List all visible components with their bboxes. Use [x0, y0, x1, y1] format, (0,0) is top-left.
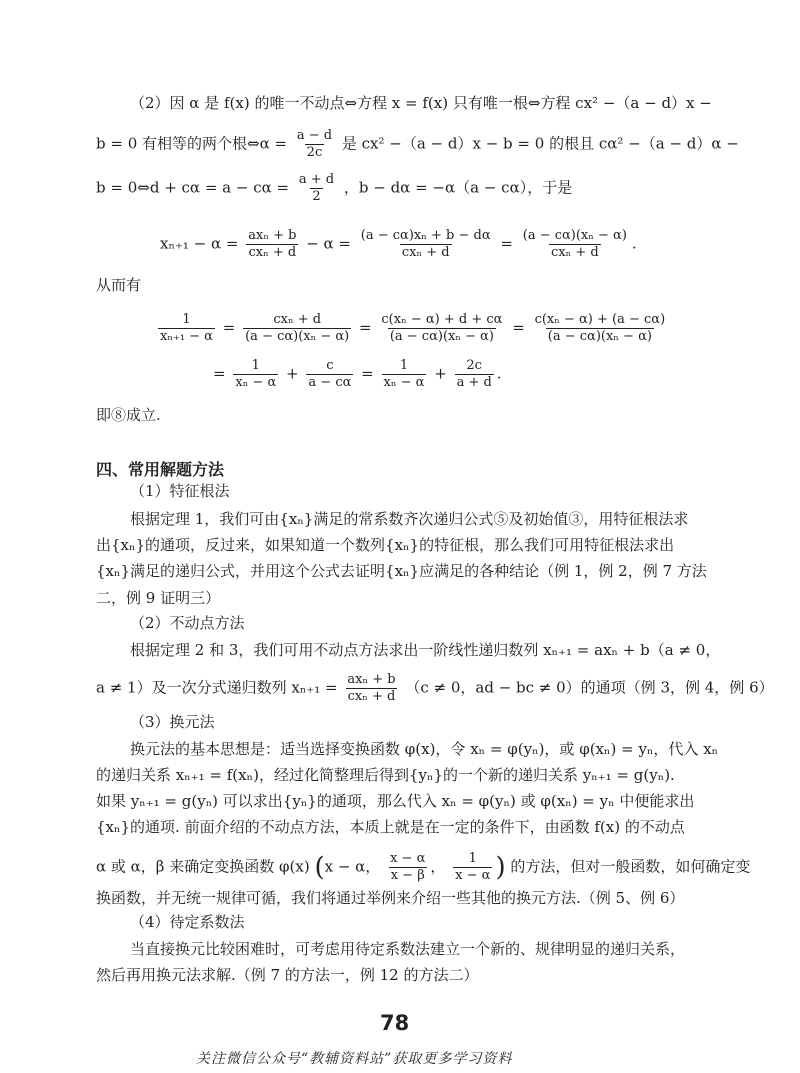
method3-line6: 换函数，并无统一规律可循，我们将通过举例来介绍一些其他的换元方法.（例 5、例 6） — [96, 889, 685, 907]
conclusion-text: 即⑧成立. — [96, 406, 161, 424]
method4-line1: 当直接换元比较困难时，可考虑用待定系数法建立一个新的、规律明显的递归关系， — [130, 940, 686, 958]
method1-line2: 出{xₙ}的通项，反过来，如果知道一个数列{xₙ}的特征根，那么我们可用特征根法求出 — [96, 536, 675, 554]
half-sum-fraction: $\frac{a + d}{2}$ — [298, 172, 335, 204]
method4-line2: 然后再用换元法求解.（例 7 的方法一，例 12 的方法二） — [96, 966, 479, 984]
para2-line2-text-b: 是 cx² −（a − d）x − b = 0 的根且 cα² −（a − d）α − — [341, 134, 739, 153]
method2-line2: a ≠ 1）及一次分式递归数列 xₙ₊₁ = $\frac{\text{axₙ + b}}{\text{cxₙ + d}}$ （c ≠ 0，ad − bc ≠ 0）的通项（例 3，例 4，例 6） — [96, 672, 774, 704]
section-heading: 四、常用解题方法 — [96, 460, 225, 479]
footer-watermark: 关注微信公众号“教辅资料站”获取更多学习资料 — [196, 1051, 513, 1067]
method3-title: （3）换元法 — [130, 713, 215, 731]
equation-2-line1: $\frac{1}{\text{xₙ₊₁ − α}}$ = $\frac{\text{cxₙ + d}}{\text{(a − cα)(xₙ − α)}}$ = $\frac{\text{c(xₙ − α) + d + cα}}{\text{(a − cα)(xₙ − α)}}$ = $\frac{\text{c(xₙ − α) + (a − cα)}}{\text{(a − cα)(xₙ − α)}}$ — [160, 312, 666, 344]
para2-line2 — [96, 128, 739, 161]
method3-line5: α 或 α，β 来确定变换函数 φ(x) (x − α， $\frac{x - \alpha}{x - \beta}$ ， $\frac{1}{x - \alpha}$ ) 的方法，但对一般函数，如何确定变 — [96, 851, 751, 883]
method1-title: （1）特征根法 — [130, 482, 230, 500]
para2-line3-text-b: ，b − dα = −α（a − cα），于是 — [343, 178, 573, 197]
para2-line2-text: b = 0 有相等的两个根⇔α = — [96, 134, 288, 153]
equation-2-line2: = $\frac{1}{\text{xₙ − α}}$ + $\frac{c}{a - c\alpha}$ = $\frac{1}{\text{xₙ − α}}$ + $\frac{2c}{a + d}$ . — [213, 358, 502, 390]
method3-line3: 如果 yₙ₊₁ = g(yₙ) 可以求出{yₙ}的通项，那么代入 xₙ = φ(yₙ) 或 φ(xₙ) = yₙ 中便能求出 — [96, 792, 695, 810]
method1-line1: 根据定理 1，我们可由{xₙ}满足的常系数齐次递归公式⑤及初始值③，用特征根法求 — [130, 510, 689, 528]
page-number: 78 — [380, 1011, 410, 1035]
method2-line1: 根据定理 2 和 3，我们可用不动点方法求出一阶线性递归数列 xₙ₊₁ = axₙ + b（a ≠ 0， — [130, 641, 721, 659]
method3-line1: 换元法的基本思想是：适当选择变换函数 φ(x)，令 xₙ = φ(yₙ)，或 φ(xₙ) = yₙ，代入 xₙ — [130, 740, 719, 758]
from-this-text: 从而有 — [96, 276, 142, 294]
method2-title: （2）不动点方法 — [130, 614, 245, 632]
method4-title: （4）待定系数法 — [130, 913, 245, 931]
alpha-fraction: $\frac{a - d}{2c}$ — [296, 128, 333, 160]
method1-line3: {xₙ}满足的递归公式，并用这个公式去证明{xₙ}应满足的各种结论（例 1，例 2，例 7 方法 — [96, 562, 707, 580]
para2-line3 — [96, 172, 572, 205]
equation-1: xₙ₊₁ − α = $\frac{\text{axₙ + b}}{\text{cxₙ + d}}$ − α = $\frac{\text{(a − cα)xₙ + b − dα}}{\text{cxₙ + d}}$ = $\frac{\text{(a − cα)(xₙ − α)}}{\text{cxₙ + d}}$ . — [160, 228, 637, 260]
method3-line2: 的递归关系 xₙ₊₁ = f(xₙ)，经过化简整理后得到{yₙ}的一个新的递归关系 yₙ₊₁ = g(yₙ). — [96, 766, 675, 784]
method1-line4: 二，例 9 证明三） — [96, 589, 221, 607]
method3-line4: {xₙ}的通项. 前面介绍的不动点方法，本质上就是在一定的条件下，由函数 f(x) 的不动点 — [96, 818, 685, 836]
para2-line1: （2）因 α 是 f(x) 的唯一不动点⇔方程 x = f(x) 只有唯一根⇔方程 cx² −（a − d）x − — [130, 94, 712, 112]
para2-line3-text: b = 0⇔d + cα = a − cα = — [96, 178, 290, 197]
